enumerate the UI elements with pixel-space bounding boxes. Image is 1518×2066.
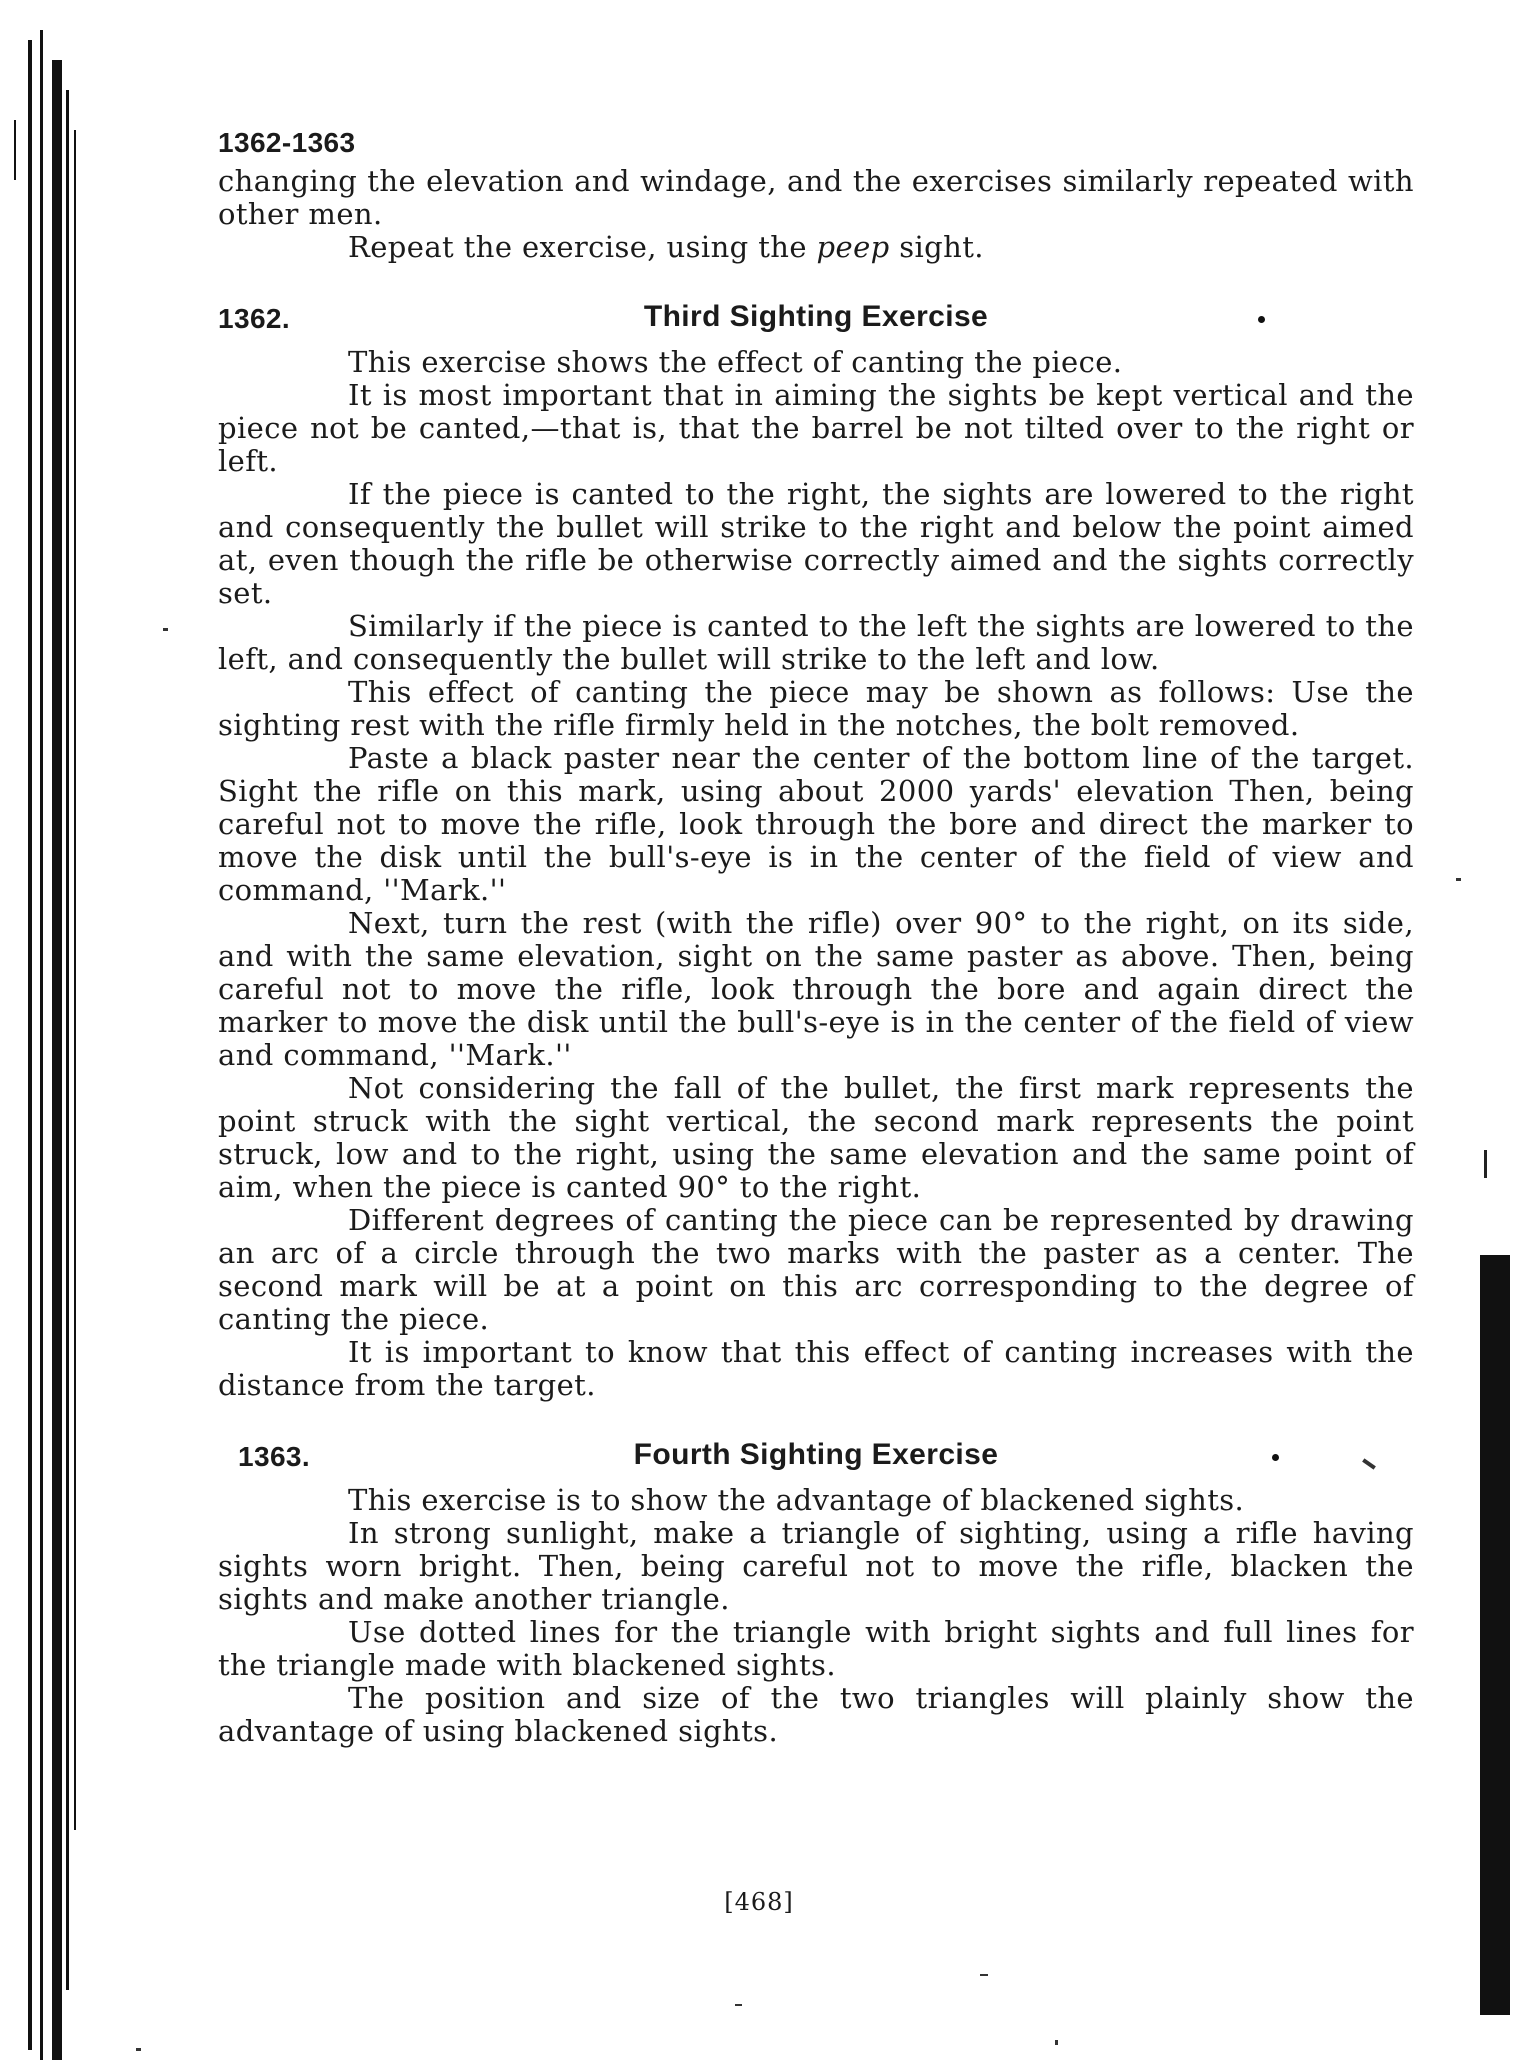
section-number: 1362. — [218, 303, 291, 334]
scan-dot — [1258, 316, 1265, 323]
running-head: 1362-1363 — [218, 127, 356, 158]
section-heading-1362 — [218, 292, 1414, 340]
section-paragraph: This exercise shows the effect of canting the piece. — [348, 345, 1123, 379]
section-paragraph: This exercise is to show the advantage of blackened sights. — [348, 1483, 1245, 1517]
scan-speck — [136, 2048, 141, 2051]
section-paragraph: Different degrees of canting the piece can be represented by drawing an arc of a circle through the two marks with the paster as a center. The second mark will be at a point on this arc corresponding to the degree of canting the piece. — [218, 1203, 1414, 1336]
section-paragraph: It is most important that in aiming the sights be kept vertical and the piece not be canted,—that is, that the barrel be not tilted over to the right or left. — [218, 378, 1414, 478]
section-paragraph: In strong sunlight, make a triangle of sighting, using a rifle having sights worn bright. Then, being careful not to move the rifle, blacken the sights and make another triangle. — [218, 1516, 1414, 1616]
section-title: Third Sighting Exercise — [643, 300, 989, 333]
scan-speck — [1055, 2040, 1058, 2045]
section-paragraph: Similarly if the piece is canted to the left the sights are lowered to the left, and consequently the bullet will strike to the left and low. — [218, 609, 1414, 676]
scan-speck — [735, 2004, 742, 2006]
section-paragraph: The position and size of the two triangles will plainly show the advantage of using blackened sights. — [218, 1681, 1414, 1748]
page-number: [468] — [724, 1888, 794, 1916]
document-page — [218, 126, 1414, 1748]
section-paragraph: Not considering the fall of the bullet, the first mark represents the point struck with the sight vertical, the second mark represents the point struck, low and to the right, using the same elevation and the same point of aim, when the piece is canted 90° to the right. — [218, 1071, 1414, 1204]
intro-paragraph: changing the elevation and windage, and the exercises similarly repeated with other men. — [218, 164, 1414, 231]
scan-binding-edge — [0, 0, 90, 2066]
section-paragraph: It is important to know that this effect of canting increases with the distance from the target. — [218, 1335, 1414, 1402]
section-paragraph: This effect of canting the piece may be shown as follows: Use the sighting rest with the rifle firmly held in the notches, the bolt removed. — [218, 675, 1414, 742]
section-heading-1363 — [218, 1430, 1414, 1478]
section-paragraph: If the piece is canted to the right, the sights are lowered to the right and consequently the bullet will strike to the right and below the point aimed at, even though the rifle be otherwise correctly aimed and the sights correctly set. — [218, 477, 1414, 610]
scan-dot — [1272, 1454, 1279, 1461]
section-paragraph: Paste a black paster near the center of the bottom line of the target. Sight the rifle on this mark, using about 2000 yards' elevation Then, being careful not to move the rifle, look through the bore and direct the marker to move the disk until the bull's-eye is in the center of the field of view and command, ''Mark.'' — [218, 741, 1414, 907]
scan-speck — [980, 1974, 988, 1976]
scan-speck — [1456, 878, 1461, 881]
scan-speck — [163, 628, 168, 631]
section-paragraph: Next, turn the rest (with the rifle) over 90° to the right, on its side, and with the same elevation, sight on the same paster as above. Then, being careful not to move the rifle, look through the bore and again direct the marker to move the disk until the bull's-eye is in the center of the field of view and command, ''Mark.'' — [218, 906, 1414, 1072]
section-number: 1363. — [238, 1441, 311, 1472]
section-title: Fourth Sighting Exercise — [633, 1438, 999, 1471]
scan-mark — [1484, 1150, 1487, 1178]
section-paragraph: Use dotted lines for the triangle with bright sights and full lines for the triangle made with blackened sights. — [218, 1615, 1414, 1682]
intro-paragraph: Repeat the exercise, using the peep sight. — [348, 230, 984, 264]
